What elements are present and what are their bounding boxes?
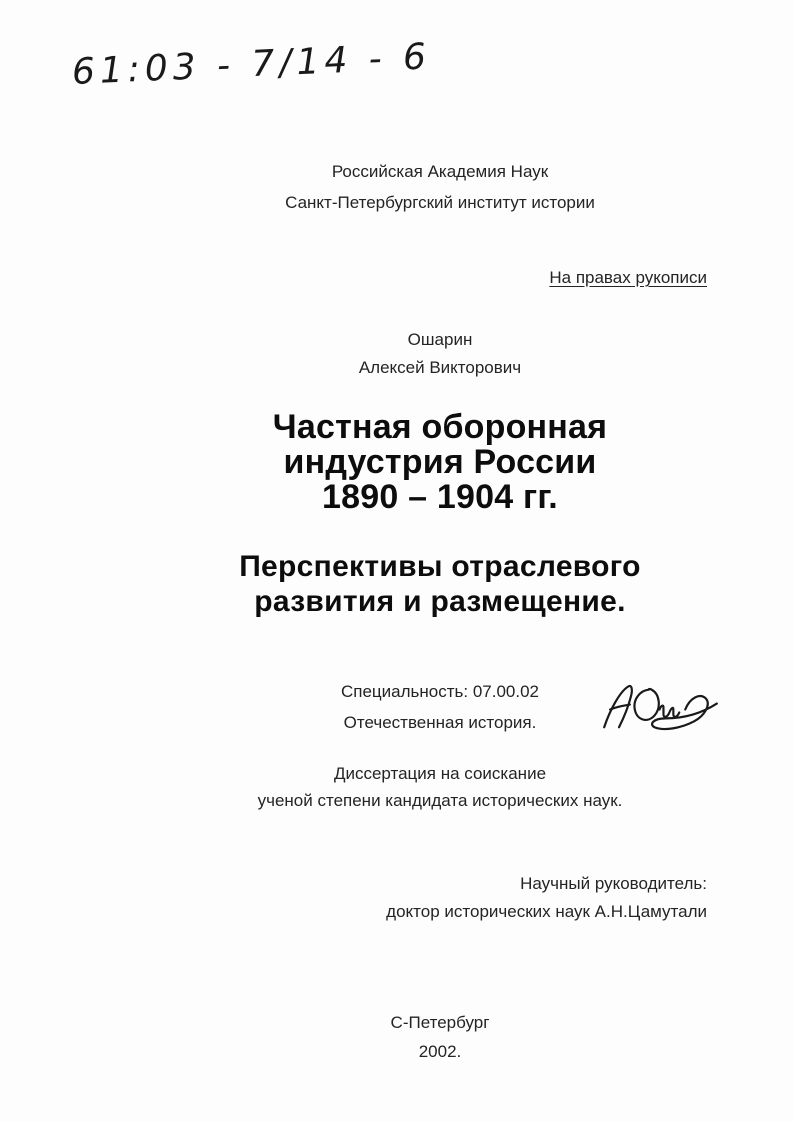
imprint-block bbox=[90, 1008, 790, 1066]
manuscript-rights-note: На правах рукописи bbox=[549, 268, 707, 287]
imprint-city: С-Петербург bbox=[390, 1013, 490, 1032]
title-line-3: 1890 – 1904 гг. bbox=[322, 478, 558, 516]
supervisor-name: доктор исторических наук А.Н.Цамутали bbox=[386, 902, 707, 921]
subtitle-line-2: развития и размещение. bbox=[254, 585, 626, 618]
page-subtitle bbox=[90, 549, 790, 619]
signature-icon bbox=[594, 666, 728, 750]
title-line-1: Частная оборонная bbox=[272, 408, 608, 446]
supervisor-label: Научный руководитель: bbox=[520, 874, 707, 893]
speciality-field: Отечественная история. bbox=[343, 713, 537, 732]
dissertation-note-line-2: ученой степени кандидата исторических наук. bbox=[257, 791, 623, 810]
institution-line-2: Санкт-Петербургский институт истории bbox=[285, 193, 595, 212]
dissertation-note-block bbox=[90, 760, 790, 814]
handwritten-catalog-number: 61:03 - 7/14 - 6 bbox=[71, 36, 432, 93]
speciality-code: Специальность: 07.00.02 bbox=[340, 682, 539, 701]
supervisor-block bbox=[386, 870, 707, 926]
title-line-2: индустрия России bbox=[283, 443, 597, 481]
page-title bbox=[90, 410, 790, 515]
imprint-year: 2002. bbox=[418, 1042, 462, 1061]
institution-line-1: Российская Академия Наук bbox=[331, 162, 549, 181]
subtitle-line-1: Перспективы отраслевого bbox=[239, 550, 641, 583]
author-last-name: Ошарин bbox=[407, 330, 473, 349]
institution-block bbox=[90, 156, 790, 218]
dissertation-note-line-1: Диссертация на соискание bbox=[333, 764, 547, 783]
author-first-patronymic: Алексей Викторович bbox=[358, 358, 522, 377]
author-block bbox=[90, 326, 790, 382]
